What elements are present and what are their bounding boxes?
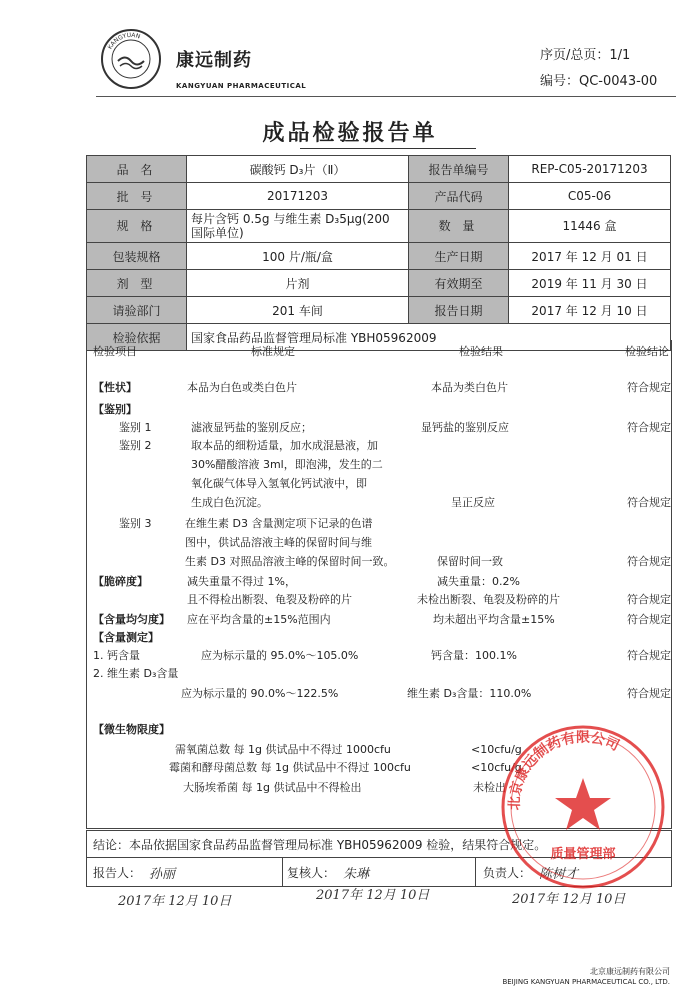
- friability-label: 【脆碎度】: [93, 575, 148, 588]
- page-title: 成品检验报告单: [262, 121, 438, 146]
- friability-standard-2: 且不得检出断裂、龟裂及粉碎的片: [187, 593, 352, 606]
- col-header-conclusion: 检验结论: [625, 345, 669, 358]
- conclusion-text: 结论：本品依据国家食品药品监督管理局标准 YBH05962009 检验，结果符合规定。: [93, 838, 547, 852]
- product-name-label: 品 名: [87, 156, 187, 183]
- page-info: 序页/总页：1/1: [540, 48, 631, 63]
- uniformity-result: 均未超出平均含量±15%: [433, 613, 555, 626]
- uniformity-conclusion: 符合规定: [627, 613, 671, 626]
- batch-label: 批 号: [87, 183, 187, 210]
- calcium-result: 钙含量：100.1%: [431, 649, 517, 662]
- ident3-line2: 图中，供试品溶液主峰的保留时间与维: [185, 536, 372, 549]
- mfg-date-label: 生产日期: [409, 243, 509, 270]
- reviewer-signature: 朱琳: [343, 867, 370, 882]
- reporter-label: 报告人：: [93, 866, 142, 880]
- ident-label: 【鉴别】: [93, 403, 137, 416]
- friability-conclusion: 符合规定: [627, 593, 671, 606]
- dosage-form-value: 片剂: [187, 270, 409, 297]
- package-label: 包装规格: [87, 243, 187, 270]
- assay-label: 【含量测定】: [93, 631, 159, 644]
- ident2-result: 呈正反应: [451, 496, 495, 509]
- package-value: 100 片/瓶/盒: [187, 243, 409, 270]
- micro-ecoli-result: 未检出: [473, 781, 506, 794]
- micro-aerobic-result: <10cfu/g: [471, 743, 522, 756]
- product-name-value: 碳酸钙 D₃片（Ⅱ）: [187, 156, 409, 183]
- product-info-table: [86, 155, 671, 351]
- quantity-label: 数 量: [409, 210, 509, 243]
- basis-label: 检验依据: [87, 324, 187, 351]
- header-divider: [96, 96, 676, 97]
- uniformity-label: 【含量均匀度】: [93, 613, 170, 626]
- micro-aerobic: 需氧菌总数 每 1g 供试品中不得过 1000cfu: [175, 743, 391, 756]
- spec-value: 每片含钙 0.5g 与维生素 D₃5μg(200 国际单位): [187, 210, 409, 243]
- traits-result: 本品为类白色片: [431, 381, 508, 394]
- col-header-item: 检验项目: [93, 345, 137, 358]
- reviewer-date: 2017年 12月 10日: [316, 888, 430, 903]
- seal-text: 北京康远制药有限公司: [506, 729, 622, 811]
- friability-result-2: 未检出断裂、龟裂及粉碎的片: [417, 593, 560, 606]
- ident1-standard: 滤液显钙盐的鉴别反应；: [191, 421, 312, 434]
- document-number: 编号：QC-0043-00: [540, 74, 658, 89]
- vitd-result: 维生素 D₃含量：110.0%: [407, 687, 532, 700]
- micro-ecoli: 大肠埃希菌 每 1g 供试品中不得检出: [183, 781, 362, 794]
- ident2-line2: 30%醋酸溶液 3ml，即泡沸，发生的二: [191, 458, 383, 471]
- col-header-standard: 标准规定: [251, 345, 295, 358]
- micro-label: 【微生物限度】: [93, 723, 170, 736]
- manager-label: 负责人：: [483, 866, 532, 880]
- manager-signature: 陈树才: [539, 867, 579, 882]
- dosage-form-label: 剂 型: [87, 270, 187, 297]
- col-header-result: 检验结果: [459, 345, 503, 358]
- micro-mold: 霉菌和酵母菌总数 每 1g 供试品中不得过 100cfu: [169, 761, 411, 774]
- ident2-line4: 生成白色沉淀。: [191, 496, 268, 509]
- report-no-value: REP-C05-20171203: [509, 156, 671, 183]
- sig-divider-2: [475, 858, 476, 886]
- report-date-label: 报告日期: [409, 297, 509, 324]
- basis-value: 国家食品药品监督管理局标准 YBH05962009: [187, 324, 671, 351]
- ident3-result: 保留时间一致: [437, 555, 503, 568]
- expiry-value: 2019 年 11 月 30 日: [509, 270, 671, 297]
- ident1-conclusion: 符合规定: [627, 421, 671, 434]
- dept-label: 请验部门: [87, 297, 187, 324]
- traits-label: 【性状】: [93, 381, 137, 394]
- calcium-conclusion: 符合规定: [627, 649, 671, 662]
- product-code-value: C05-06: [509, 183, 671, 210]
- reviewer-label: 复核人：: [287, 866, 336, 880]
- vitd-conclusion: 符合规定: [627, 687, 671, 700]
- company-logo: [100, 28, 162, 90]
- micro-mold-result: <10cfu/g: [471, 761, 522, 774]
- mfg-date-value: 2017 年 12 月 01 日: [509, 243, 671, 270]
- traits-conclusion: 符合规定: [627, 381, 671, 394]
- company-seal: [498, 722, 668, 892]
- dept-value: 201 车间: [187, 297, 409, 324]
- ident2-label: 鉴别 2: [119, 439, 152, 452]
- reporter-signature: 孙丽: [149, 867, 176, 882]
- report-date-value: 2017 年 12 月 10 日: [509, 297, 671, 324]
- company-name-cn: 康远制药: [176, 50, 252, 71]
- ident1-result: 显钙盐的鉴别反应: [421, 421, 509, 434]
- friability-standard-1: 减失重量不得过 1%，: [187, 575, 296, 588]
- ident2-line3: 氧化碳气体导入氢氧化钙试液中，即: [191, 477, 367, 490]
- ident2-line1: 取本品的细粉适量，加水成混悬液，加: [191, 439, 378, 452]
- quantity-value: 11446 盒: [509, 210, 671, 243]
- product-code-label: 产品代码: [409, 183, 509, 210]
- sig-divider-1: [282, 858, 283, 886]
- batch-value: 20171203: [187, 183, 409, 210]
- seal-subtext: 质量管理部: [550, 847, 616, 862]
- bottom-company-en: BEIJING KANGYUAN PHARMACEUTICAL CO., LTD.: [502, 978, 670, 986]
- calcium-standard: 应为标示量的 95.0%～105.0%: [201, 649, 359, 662]
- expiry-label: 有效期至: [409, 270, 509, 297]
- ident1-label: 鉴别 1: [119, 421, 152, 434]
- reporter-date: 2017年 12月 10日: [118, 894, 232, 909]
- vitd-label: 2. 维生素 D₃含量: [93, 667, 179, 680]
- ident3-conclusion: 符合规定: [627, 555, 671, 568]
- company-name-en: KANGYUAN PHARMACEUTICAL: [176, 82, 307, 90]
- ident2-conclusion: 符合规定: [627, 496, 671, 509]
- calcium-label: 1. 钙含量: [93, 649, 140, 662]
- friability-result-1: 减失重量：0.2%: [437, 575, 520, 588]
- svg-text:KANGYUAN: KANGYUAN: [106, 31, 142, 51]
- title-underline: [300, 148, 476, 149]
- ident3-line1: 在维生素 D3 含量测定项下记录的色谱: [185, 517, 373, 530]
- bottom-company-cn: 北京康远制药有限公司: [590, 967, 670, 976]
- ident3-label: 鉴别 3: [119, 517, 152, 530]
- spec-label: 规 格: [87, 210, 187, 243]
- traits-standard: 本品为白色或类白色片: [187, 381, 297, 394]
- report-no-label: 报告单编号: [409, 156, 509, 183]
- manager-date: 2017年 12月 10日: [512, 892, 626, 907]
- ident3-line3: 生素 D3 对照品溶液主峰的保留时间一致。: [185, 555, 395, 568]
- vitd-standard: 应为标示量的 90.0%～122.5%: [181, 687, 339, 700]
- uniformity-standard: 应在平均含量的±15%范围内: [187, 613, 331, 626]
